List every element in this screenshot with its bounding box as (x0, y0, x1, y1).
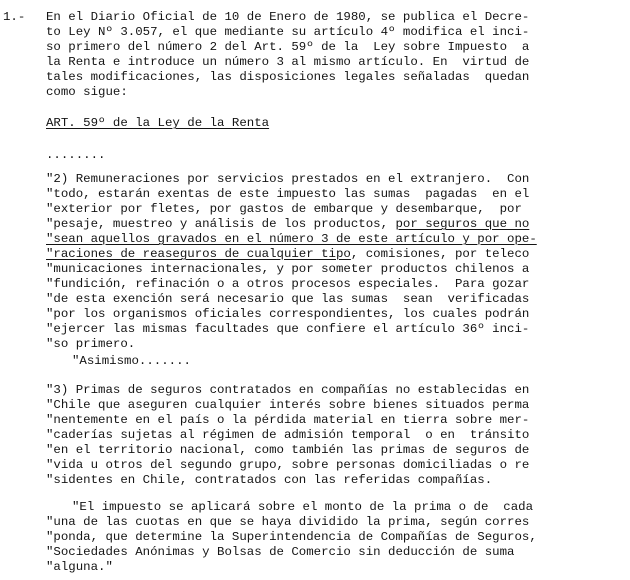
para2-line (46, 247, 529, 261)
para4-line: "El impuesto se aplicará sobre el monto de la prima o de cada (72, 500, 534, 514)
para4-line: "alguna." (46, 560, 113, 574)
para3-line: "sidentes en Chile, contratados con las referidas compañías. (46, 473, 493, 487)
para2-line: "de esta exención será necesario que las sumas sean verificadas (46, 292, 530, 306)
para2-underlined-line: "sean aquellos gravados en el número 3 de este artículo y por ope- (46, 232, 537, 246)
para2-line: "municaciones internacionales, y por someter productos chilenos a (46, 262, 530, 276)
asimismo-line: "Asimismo....... (72, 354, 191, 368)
intro-line: la Renta e introduce un número 3 al mismo artículo. En virtud de (46, 55, 530, 69)
para3-line: "Chile que aseguren cualquier interés sobre bienes situados perma (46, 398, 530, 412)
para2-line: "ejercer las mismas facultades que confiere el artículo 36º inci- (46, 322, 530, 336)
para4-line: "ponda, que determine la Superintendencia de Compañías de Seguros, (46, 530, 537, 544)
para2-line: "fundición, refinación o a otros procesos especiales. Para gozar (46, 277, 530, 291)
para3-line: "caderías sujetas al régimen de admisión temporal o en tránsito (46, 428, 530, 442)
para3-line: "3) Primas de seguros contratados en compañías no establecidas en (46, 383, 530, 397)
ellipsis: ........ (46, 148, 106, 162)
para2-line: "so primero. (46, 337, 136, 351)
intro-line: so primero del número 2 del Art. 59º de la Ley sobre Impuesto a (46, 40, 530, 54)
para3-line: "nentemente en el país o la pérdida material en tierra sobre mer- (46, 413, 530, 427)
para2-line (46, 217, 529, 231)
underlined-phrase: "raciones de reaseguros de cualquier tipo (46, 247, 351, 261)
para2-line: "todo, estarán exentas de este impuesto las sumas pagadas en el (46, 187, 530, 201)
para3-line: "vida u otros del segundo grupo, sobre personas domiciliadas o re (46, 458, 530, 472)
para2-line-text: , comisiones, por teleco (350, 247, 530, 261)
para2-line-text: "pesaje, muestreo y análisis de los productos, (46, 217, 389, 231)
intro-line: En el Diario Oficial de 10 de Enero de 1980, se publica el Decre- (46, 10, 530, 24)
article-heading: ART. 59º de la Ley de la Renta (46, 116, 270, 130)
intro-line: como sigue: (46, 85, 128, 99)
para4-line: "Sociedades Anónimas y Bolsas de Comercio sin deducción de suma (46, 545, 515, 559)
item-number: 1.- (3, 10, 26, 24)
para2-line: "exterior por fletes, por gastos de embarque y desembarque, por (46, 202, 522, 216)
intro-line: tales modificaciones, las disposiciones legales señaladas quedan (46, 70, 530, 84)
para4-line: "una de las cuotas en que se haya dividido la prima, según corres (46, 515, 530, 529)
para3-line: "en el territorio nacional, como también las primas de seguros de (46, 443, 530, 457)
intro-line: to Ley Nº 3.057, el que mediante su artículo 4º modifica el inci- (46, 25, 530, 39)
para2-line: "2) Remuneraciones por servicios prestados en el extranjero. Con (46, 172, 530, 186)
para2-line: "por los organismos oficiales correspondientes, los cuales podrán (46, 307, 530, 321)
underlined-phrase: por seguros que no (395, 217, 530, 231)
